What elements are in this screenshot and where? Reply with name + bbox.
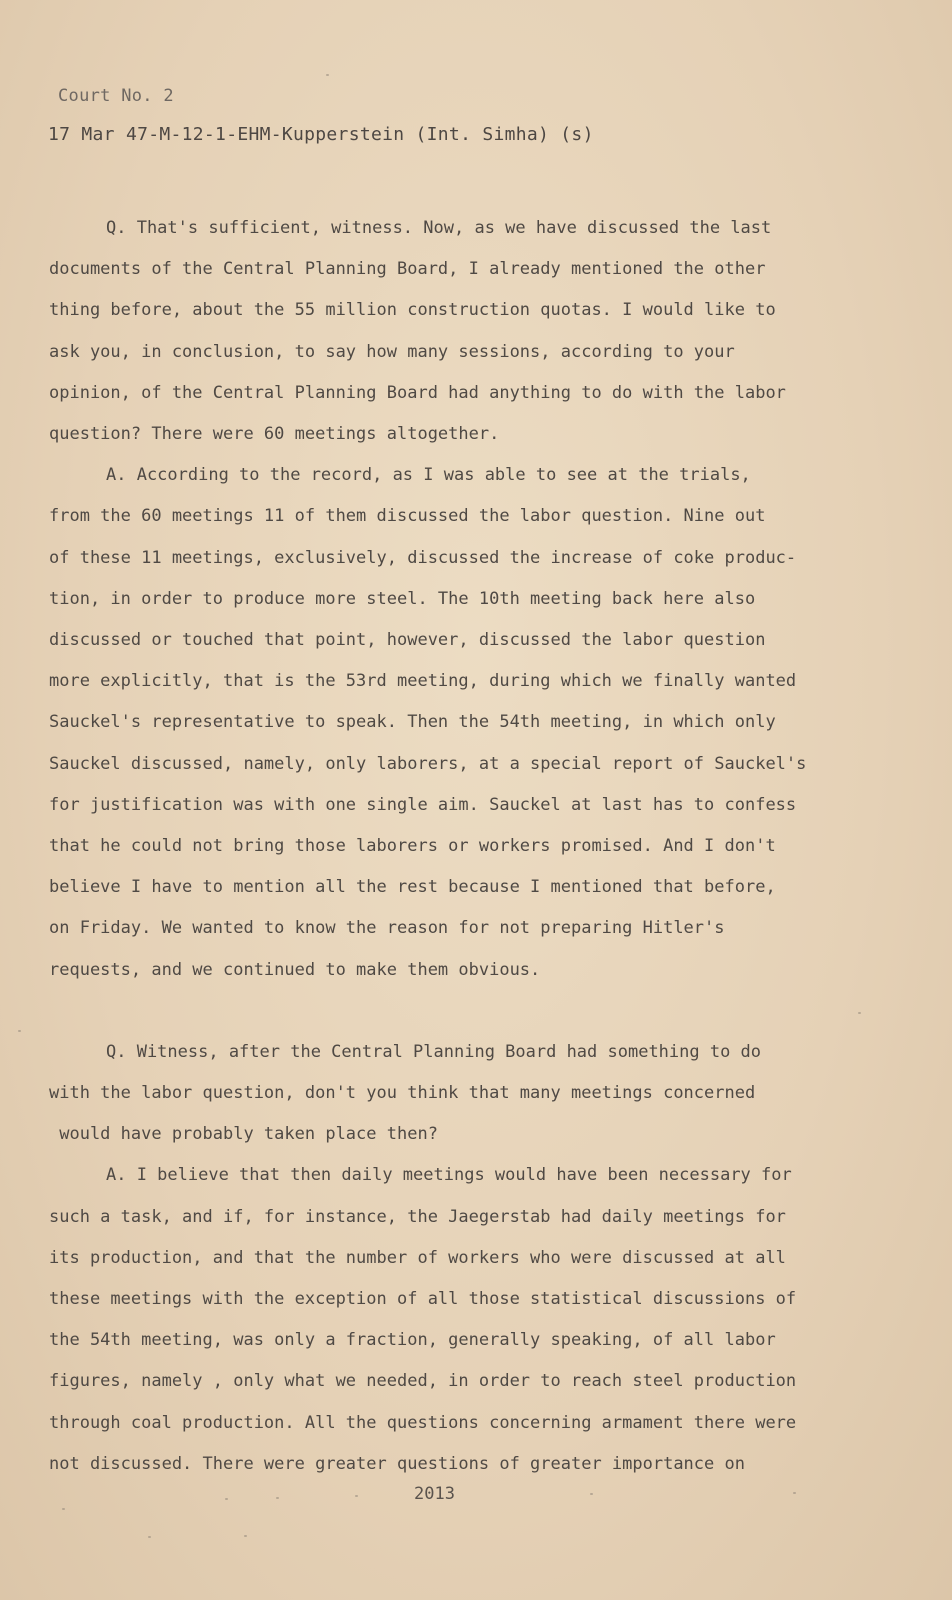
text-line: documents of the Central Planning Board, I already mentioned the other [49, 259, 766, 280]
paper-speck [18, 1030, 21, 1032]
text-line: requests, and we continued to make them obvious. [49, 959, 541, 980]
paper-speck [326, 74, 329, 76]
paragraph-question-2 [49, 1032, 809, 1156]
paper-speck [148, 1536, 151, 1538]
text-line: not discussed. There were greater questions of greater importance on [49, 1453, 745, 1474]
text-line: believe I have to mention all the rest because I mentioned that before, [49, 877, 776, 898]
paper-speck [590, 1493, 593, 1495]
text-line: thing before, about the 55 million construction quotas. I would like to [49, 300, 776, 321]
paper-speck [62, 1508, 65, 1510]
text-line: from the 60 meetings 11 of them discussed the labor question. Nine out [49, 506, 766, 527]
court-number: Court No. 2 [58, 86, 174, 106]
text-line: on Friday. We wanted to know the reason for not preparing Hitler's [49, 918, 725, 939]
paper-speck [355, 1495, 358, 1497]
transcript-body [49, 208, 809, 1485]
paragraph-answer-2 [49, 1155, 809, 1485]
transcript-reference: 17 Mar 47-M-12-1-EHM-Kupperstein (Int. Simha) (s) [48, 124, 594, 145]
paper-speck [276, 1497, 279, 1499]
text-line: the 54th meeting, was only a fraction, generally speaking, of all labor [49, 1330, 776, 1351]
paper-speck [858, 1012, 861, 1014]
text-line: Q. That's sufficient, witness. Now, as we have discussed the last [106, 218, 772, 238]
text-line: more explicitly, that is the 53rd meeting, during which we finally wanted [49, 671, 797, 692]
text-line: figures, namely , only what we needed, in order to reach steel production [49, 1371, 797, 1392]
page-number: 2013 [414, 1484, 455, 1504]
text-line: question? There were 60 meetings altogether. [49, 424, 500, 445]
paragraph-question-1 [49, 208, 809, 455]
text-line: Q. Witness, after the Central Planning Board had something to do [106, 1041, 762, 1062]
paragraph-answer-1 [49, 455, 809, 991]
paper-speck [225, 1498, 228, 1500]
text-line: these meetings with the exception of all those statistical discussions of [49, 1289, 797, 1310]
text-line: its production, and that the number of workers who were discussed at all [49, 1247, 786, 1268]
text-line: ask you, in conclusion, to say how many sessions, according to your [49, 341, 735, 362]
text-line: tion, in order to produce more steel. The 10th meeting back here also [49, 588, 756, 609]
text-line: A. According to the record, as I was able to see at the trials, [106, 465, 751, 486]
text-line: opinion, of the Central Planning Board had anything to do with the labor [49, 382, 786, 403]
text-line: with the labor question, don't you think that many meetings concerned [49, 1083, 756, 1104]
text-line: such a task, and if, for instance, the Jaegerstab had daily meetings for [49, 1206, 786, 1227]
text-line: through coal production. All the questions concerning armament there were [49, 1412, 797, 1433]
text-line: that he could not bring those laborers or workers promised. And I don't [49, 836, 776, 857]
text-line: A. I believe that then daily meetings would have been necessary for [106, 1165, 792, 1186]
text-line: would have probably taken place then? [49, 1124, 438, 1145]
paragraph-gap [49, 991, 809, 1032]
paper-speck [244, 1535, 247, 1537]
text-line: Sauckel's representative to speak. Then the 54th meeting, in which only [49, 712, 776, 733]
text-line: discussed or touched that point, however, discussed the labor question [49, 630, 766, 651]
text-line: Sauckel discussed, namely, only laborers, at a special report of Sauckel's [49, 753, 807, 774]
text-line: for justification was with one single aim. Sauckel at last has to confess [49, 794, 797, 815]
text-line: of these 11 meetings, exclusively, discussed the increase of coke produc- [49, 547, 797, 568]
paper-speck [793, 1492, 796, 1494]
